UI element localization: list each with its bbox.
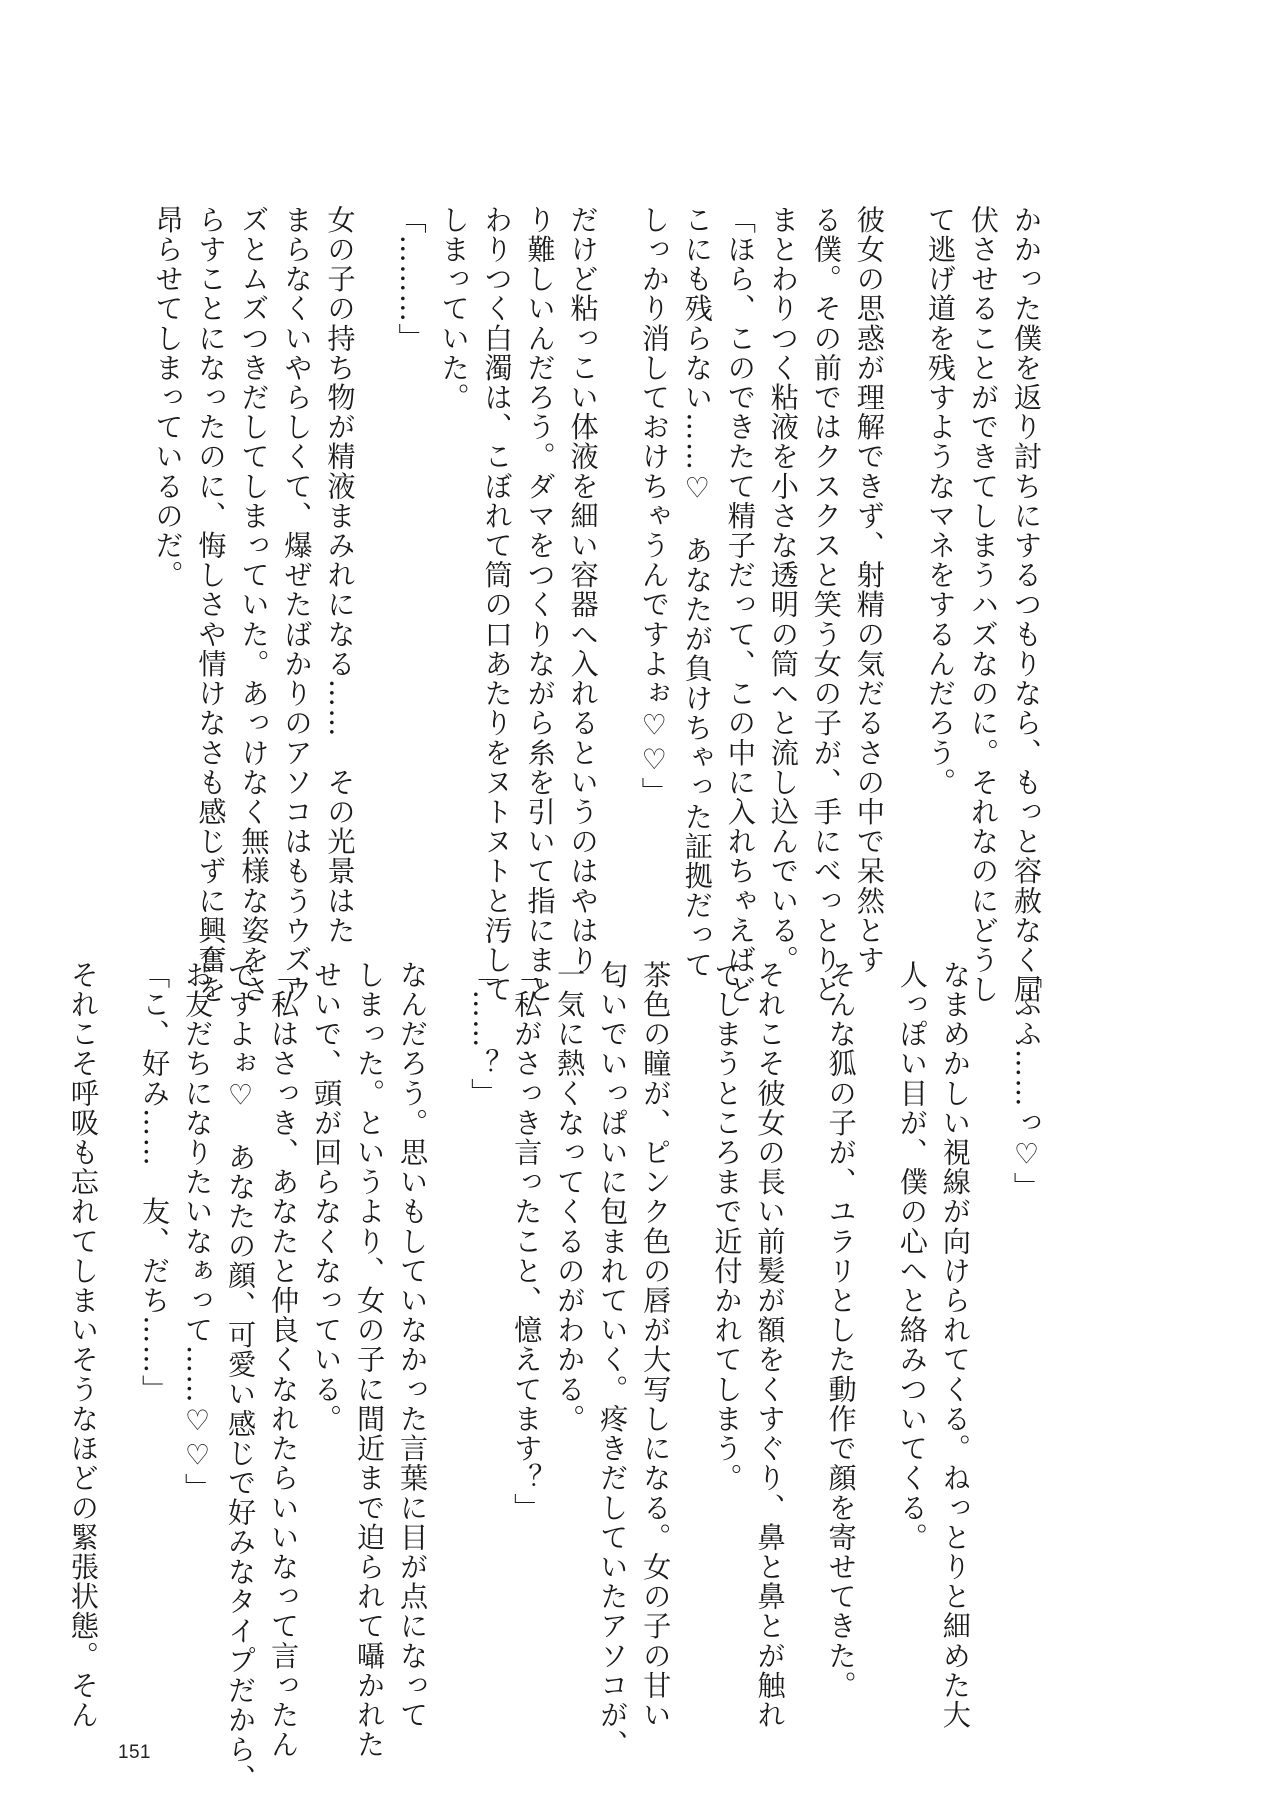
upper-column: 「………」 — [394, 205, 428, 354]
page-number: 151 — [118, 1742, 151, 1763]
upper-column: る僕。その前ではクスクスと笑う女の子が、手にべっとりと — [809, 205, 843, 1005]
upper-column: 「ほら、このできたて精子だって、この中に入れちゃえばど — [723, 205, 757, 1005]
lower-column: てしまうところまで近付かれてしまう。 — [710, 960, 744, 1493]
upper-column: わりつく白濁は、こぼれて筒の口あたりをヌトヌトと汚して — [480, 205, 514, 1005]
upper-column: 昂らせてしまっているのだ。 — [151, 205, 185, 590]
lower-column: 人っぽい目が、僕の心へと絡みついてくる。 — [895, 960, 929, 1553]
lower-column: なまめかしい視線が向けられてくる。ねっとりと細めた大 — [938, 960, 972, 1730]
lower-column: なんだろう。思いもしていなかった言葉に目が点になって — [396, 960, 430, 1730]
lower-column: そんな狐の子が、ユラリとした動作で顔を寄せてきた。 — [824, 960, 858, 1701]
upper-column: ズとムズつきだしてしまっていた。あっけなく無様な姿をさ — [237, 205, 271, 1005]
upper-column: だけど粘っこい体液を細い容器へ入れるというのはやはり — [566, 205, 600, 975]
lower-column: ですよぉ♡ あなたの顔、可愛い感じで好みなタイプだから、 — [224, 960, 258, 1794]
lower-column: しまった。というより、女の子に間近まで迫られて囁かれた — [353, 960, 387, 1760]
upper-column: らすことになったのに、悔しさや情けなさも感じずに興奮を — [194, 205, 228, 1005]
upper-column: しっかり消しておけちゃうんですよぉ♡♡」 — [637, 205, 671, 807]
lower-column: 匂いでいっぱいに包まれていく。疼きだしていたアソコが、 — [596, 960, 630, 1760]
lower-column: 茶色の瞳が、ピンク色の唇が大写しになる。女の子の甘い — [639, 960, 673, 1730]
upper-column: こにも残らない……♡ あなたが負けちゃった証拠だって — [680, 205, 714, 980]
upper-column: 伏させることができてしまうハズなのに。それなのにどうし — [967, 205, 1000, 1005]
upper-column: まらなくいやらしくて、爆ぜたばかりのアソコはもうウズウ — [280, 205, 314, 1005]
upper-column: かかった僕を返り討ちにするつもりなら、もっと容赦なく屈 — [1010, 205, 1043, 1005]
lower-column: 一気に熱くなってくるのがわかる。 — [553, 960, 587, 1434]
lower-column: それこそ呼吸も忘れてしまいそうなほどの緊張状態。そん — [66, 960, 100, 1730]
lower-column: 「ふふ……っ♡」 — [1010, 960, 1043, 1202]
upper-column: 女の子の持ち物が精液まみれになる…… その光景はた — [323, 205, 357, 946]
lower-column: 「……？」 — [467, 960, 501, 1109]
lower-column: お友だちになりたいなぁって……♡♡」 — [181, 960, 215, 1503]
upper-column: まとわりつく粘液を小さな透明の筒へと流し込んでいる。 — [766, 205, 800, 975]
lower-column: 「私がさっき言ったこと、憶えてます？」 — [510, 960, 544, 1523]
lower-column: せいで、頭が回らなくなっている。 — [310, 960, 344, 1434]
upper-column: しまっていた。 — [437, 205, 471, 413]
upper-column: 彼女の思惑が理解できず、射精の気だるさの中で呆然とす — [852, 205, 886, 975]
upper-text-block — [151, 205, 1048, 1005]
upper-column: り難しいんだろう。ダマをつくりながら糸を引いて指にまと — [523, 205, 557, 1005]
upper-column: て逃げ道を残すようなマネをするんだろう。 — [924, 205, 957, 798]
lower-column: それこそ彼女の長い前髪が額をくすぐり、鼻と鼻とが触れ — [753, 960, 787, 1730]
lower-column: 「私はさっき、あなたと仲良くなれたらいいなって言ったん — [267, 960, 301, 1760]
lower-column: 「こ、好み…… 友、だち……」 — [138, 960, 172, 1405]
